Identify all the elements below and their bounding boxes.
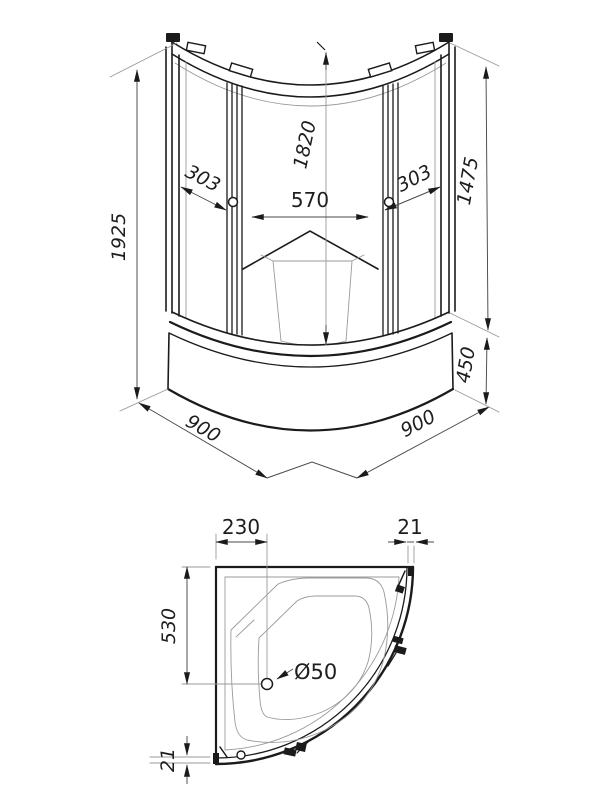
dim-label-900-left: 900	[181, 410, 225, 448]
dim-label-1820: 1820	[289, 118, 321, 171]
dim-label-1475: 1475	[453, 155, 484, 207]
dim-door-opening	[252, 188, 368, 217]
dim-label-21-top: 21	[397, 515, 423, 539]
tray-basin-elevation	[261, 255, 364, 346]
dim-label-1925: 1925	[108, 212, 130, 262]
dim-width-left	[139, 403, 357, 478]
dim-left-panel	[181, 161, 226, 210]
dim-profile-bottom	[150, 736, 210, 784]
dim-label-303-left: 303	[181, 160, 224, 197]
left-door-knob	[229, 198, 238, 207]
dim-label-450: 450	[452, 345, 481, 385]
tray-elevation	[168, 312, 453, 431]
back-corner-walls	[243, 231, 378, 269]
dim-label-900-right: 900	[397, 405, 440, 442]
dim-glass-height	[450, 43, 499, 337]
dim-label-530: 530	[158, 607, 180, 645]
right-door-knob	[385, 198, 394, 207]
front-elevation-view	[108, 33, 499, 478]
dim-label-drain: Ø50	[294, 660, 338, 684]
rail-brackets	[166, 33, 453, 77]
dim-label-230: 230	[221, 515, 261, 539]
top-rail	[172, 42, 449, 106]
dim-drain-offset-left	[216, 515, 267, 677]
drain	[262, 660, 338, 690]
dim-width-right	[357, 405, 489, 478]
dim-profile-top	[388, 515, 434, 563]
dim-label-570: 570	[290, 188, 330, 212]
dim-label-303-right: 303	[393, 160, 436, 197]
dim-tray-height	[452, 338, 499, 412]
plan-view	[150, 515, 434, 784]
dim-drain-offset-top	[158, 567, 261, 684]
dim-label-21-bottom: 21	[157, 747, 179, 773]
